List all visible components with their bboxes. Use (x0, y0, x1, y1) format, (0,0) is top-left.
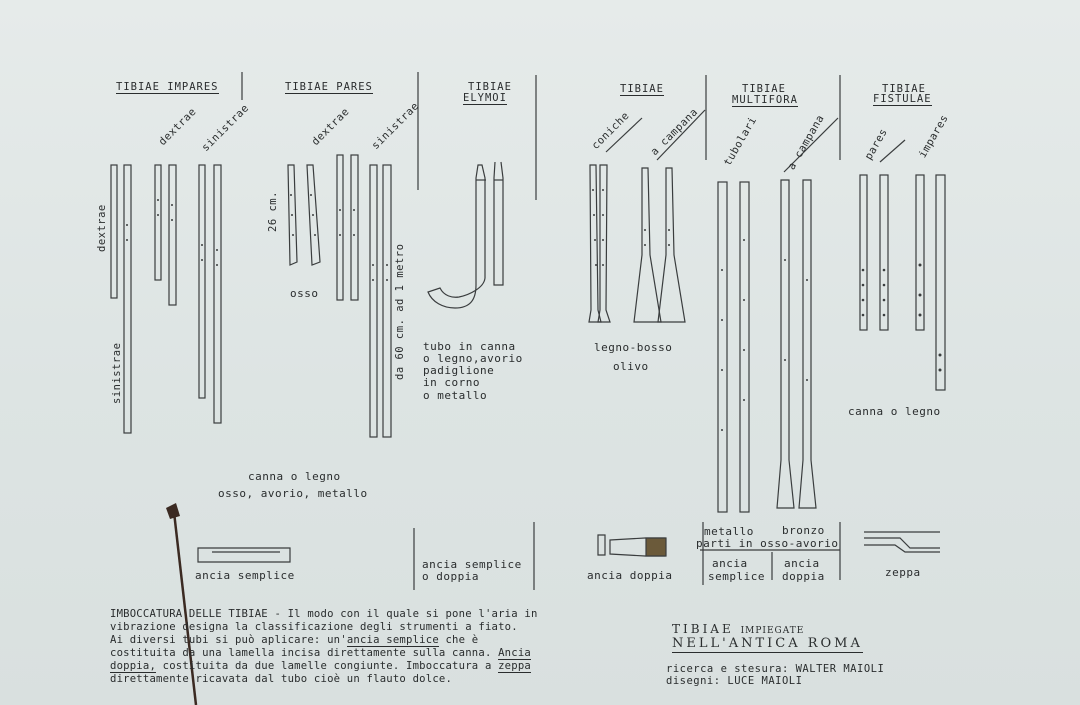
section-dividers (242, 72, 840, 590)
caption-line4u: Ancia (498, 647, 531, 659)
caption-line5u2: zeppa (498, 660, 531, 672)
label-parti-osso-avorio: parti in osso-avorio (696, 537, 839, 550)
label-osso-avorio-metallo: osso, avorio, metallo (218, 487, 368, 500)
conical-pipes (589, 165, 685, 322)
elymoi-desc-2: o legno,avorio (423, 352, 523, 365)
label-ancia-semplice-o-doppia-2: o doppia (422, 570, 479, 583)
header-pares: TIBIAE PARES (285, 81, 373, 93)
label-zeppa: zeppa (885, 566, 921, 579)
label-olivo: olivo (613, 360, 649, 373)
label-dextrae-impares: dextrae (156, 105, 199, 148)
label-ancia-doppia: ancia doppia (587, 569, 673, 582)
header-fistulae-line1: TIBIAE (882, 83, 926, 95)
label-sinistrae-pares: sinistrae (369, 100, 422, 152)
impares-pipes (111, 165, 221, 433)
label-ancia-1: ancia (712, 557, 748, 570)
poster-title-line1 (672, 622, 804, 636)
caption-line2: vibrazione designa la classificazione degli strumenti a fiato. (110, 621, 518, 633)
label-sinistrae-impares: sinistrae (199, 102, 252, 154)
label-26cm: 26 cm. (267, 191, 279, 232)
label-ancia-semplice: ancia semplice (195, 569, 295, 582)
label-da60: da 60 cm. ad 1 metro (394, 243, 406, 380)
credit-disegni: disegni: LUCE MAIOLI (666, 675, 803, 687)
header-fistulae-line2: FISTULAE (873, 93, 932, 105)
label-ancia-semplice-o-doppia-1: ancia semplice (422, 558, 522, 571)
caption-paragraph (110, 608, 538, 686)
label-a-campana-2: a campana (785, 112, 827, 172)
header-elymoi-line2: ELYMOI (463, 92, 507, 104)
caption-line5a: costituita da due lamelle congiunte. Imboccatura a (156, 660, 499, 672)
label-tubolari: tubolari (721, 114, 760, 168)
label-ancia-2: ancia (784, 557, 820, 570)
label-canna-o-legno: canna o legno (248, 470, 341, 483)
label-impares: impares (916, 112, 951, 160)
header-multifora-line1: TIBIAE (742, 83, 786, 95)
label-dextrae-pares: dextrae (309, 105, 352, 148)
caption-line3b: che è (438, 634, 479, 646)
label-legno-bosso: legno-bosso (594, 341, 673, 354)
label-dextrae-vertical: dextrae (96, 204, 108, 252)
label-sinistrae-vertical: sinistrae (111, 342, 123, 404)
header-tibiae: TIBIAE (620, 83, 664, 95)
label-metallo: metallo (704, 525, 754, 538)
finger-holes (126, 189, 942, 431)
elymoi-desc-4: in corno (423, 376, 480, 389)
header-impares: TIBIAE IMPARES (116, 81, 219, 93)
poster-title-line2: NELL'ANTICA ROMA (672, 636, 863, 651)
elymoi-desc-5: o metallo (423, 389, 488, 402)
label-osso: osso (290, 287, 319, 300)
elymoi-desc-1: tubo in canna (423, 340, 516, 353)
caption-line1: IMBOCCATURA DELLE TIBIAE - Il modo con il quale si pone l'aria in (110, 608, 538, 620)
fistulae-pipes (860, 175, 945, 390)
caption-line4a: costituita da una lamella incisa direttamente sulla canna. (110, 647, 499, 659)
label-coniche: coniche (589, 109, 632, 152)
elymoi-desc-3: padiglione (423, 364, 495, 377)
label-semplice: semplice (708, 570, 765, 583)
caption-line3u: ancia semplice (346, 634, 439, 646)
title-impiegate: IMPIEGATE (740, 626, 805, 636)
label-a-campana-1: a campana (648, 106, 701, 158)
header-elymoi-line1: TIBIAE (468, 81, 512, 93)
elymoi-horn (428, 162, 503, 308)
multifora-pipes (718, 180, 816, 512)
caption-line3a: Ai diversi tubi si può aplicare: un' (110, 634, 347, 646)
label-pares: pares (862, 126, 891, 162)
credit-ricerca: ricerca e stesura: WALTER MAIOLI (666, 663, 885, 675)
label-bronzo: bronzo (782, 524, 825, 537)
label-doppia: doppia (782, 570, 825, 583)
caption-line6: direttamente ricavata dal tubo cioè un flauto dolce. (110, 673, 453, 685)
header-multifora-line2: MULTIFORA (732, 94, 798, 106)
label-canna-o-legno-fistulae: canna o legno (848, 405, 941, 418)
title-tibiae: TIBIAE (672, 622, 734, 636)
caption-line5u: doppia, (110, 660, 157, 672)
